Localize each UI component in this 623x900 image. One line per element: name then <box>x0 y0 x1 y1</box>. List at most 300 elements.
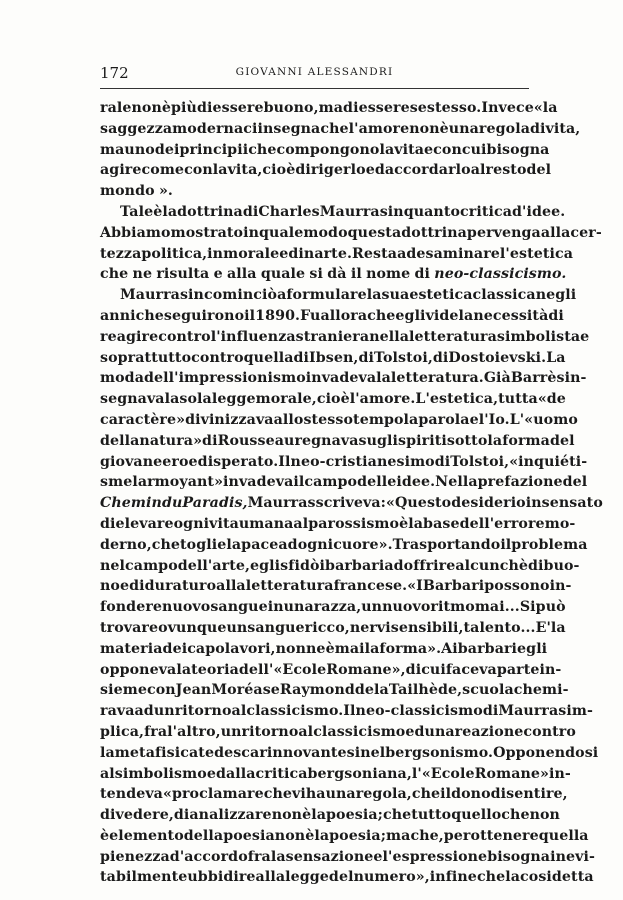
word: tutto <box>411 807 452 824</box>
word: morale <box>223 245 280 262</box>
word: d'accordo <box>169 848 248 865</box>
word: che <box>513 682 543 699</box>
word: soprattutto <box>100 349 192 366</box>
word: trovare <box>100 619 159 636</box>
word: la <box>212 162 228 179</box>
word: mai... <box>474 599 520 616</box>
word: nome <box>366 266 411 283</box>
word: cioè <box>316 391 350 408</box>
word: la <box>364 640 380 657</box>
word: in <box>387 203 404 220</box>
word: reagire <box>100 328 159 345</box>
word: è <box>302 807 312 824</box>
word: compongono <box>276 141 380 158</box>
word: che, <box>410 827 444 844</box>
word: toglie <box>180 536 227 553</box>
text-line <box>100 119 581 140</box>
word: « <box>162 786 172 803</box>
text-line <box>100 452 588 473</box>
word: quanto <box>403 203 461 220</box>
word: estetica <box>409 287 473 304</box>
word: ottenere <box>470 827 539 844</box>
word: Maurras <box>247 495 316 512</box>
word: vita, <box>545 120 581 137</box>
word: elevare <box>115 515 174 532</box>
word: in <box>298 245 315 262</box>
word: di <box>343 100 359 116</box>
word: « <box>407 578 417 595</box>
word: della <box>183 827 224 844</box>
word: di <box>129 578 145 595</box>
word: barbari <box>325 557 385 574</box>
word: un <box>226 619 248 636</box>
word: tempo <box>353 411 404 428</box>
text-line <box>100 680 569 701</box>
word: nuovo <box>162 599 211 616</box>
text-line <box>100 472 588 493</box>
word: negli <box>535 287 577 304</box>
word: vita <box>394 141 425 158</box>
word: al <box>293 515 309 532</box>
word: il <box>244 307 256 324</box>
text-line <box>100 660 562 681</box>
word: alla <box>540 224 571 241</box>
word: di <box>530 120 546 137</box>
word: quella <box>538 827 589 844</box>
word: eroe <box>162 453 198 470</box>
word: la <box>162 203 178 220</box>
word: Romane <box>326 661 392 678</box>
text-line <box>100 784 568 805</box>
word: sua <box>381 287 410 304</box>
word: neo-classicismo <box>355 703 483 720</box>
word: tezza <box>100 245 142 262</box>
word: dei <box>162 640 188 657</box>
word: moderna <box>172 120 244 137</box>
word: dei <box>154 141 180 158</box>
word: egli <box>395 307 426 324</box>
word: la <box>374 682 389 699</box>
text-line <box>100 223 602 244</box>
word: del <box>526 162 552 179</box>
text-line <box>100 98 558 119</box>
word: » <box>176 411 186 428</box>
word: con <box>433 141 462 158</box>
word: Barrès <box>510 370 565 387</box>
word: essere <box>358 100 410 116</box>
word: Tolstoi, <box>373 349 433 366</box>
word: inevi- <box>550 848 595 865</box>
word: cosidetta <box>520 869 594 886</box>
word: Ecole <box>430 765 475 782</box>
text-line <box>100 140 550 161</box>
word: non <box>275 640 307 657</box>
word: del <box>562 474 588 491</box>
word: nel <box>100 557 126 574</box>
word: scuola <box>462 682 514 699</box>
word: arte. <box>314 245 352 262</box>
word: elemento <box>109 827 184 844</box>
word: che <box>135 307 164 324</box>
word: critica <box>255 765 308 782</box>
word: la <box>505 869 521 886</box>
word: rava <box>100 703 135 720</box>
word: buo- <box>543 557 580 574</box>
word: può <box>535 599 566 616</box>
word: questa <box>347 224 402 241</box>
word: risulta <box>156 266 210 283</box>
word: di <box>242 203 259 220</box>
word: segnava <box>100 391 165 408</box>
word: idee. <box>396 474 436 491</box>
word: d'idee. <box>512 203 566 220</box>
word: sugli <box>358 432 399 449</box>
word: poesia; <box>329 827 387 844</box>
word: tabilmente <box>100 869 188 886</box>
word: « <box>533 100 543 116</box>
word: 1890. <box>255 307 301 324</box>
word: di <box>100 807 116 824</box>
word: allora <box>320 307 368 324</box>
text-line <box>100 410 578 431</box>
word: mondo <box>100 183 155 200</box>
word: di <box>482 703 499 720</box>
word: « <box>537 391 547 408</box>
word: è <box>153 203 163 220</box>
word: ed <box>206 765 226 782</box>
word: ». <box>158 183 173 200</box>
word: agire <box>100 162 142 179</box>
text-line <box>100 639 548 660</box>
word: Ai <box>441 640 458 657</box>
word: un <box>220 723 242 740</box>
word: sola <box>179 391 212 408</box>
word: Barbari <box>422 578 485 595</box>
word: sensibili, <box>390 619 464 636</box>
word: E' <box>535 619 551 636</box>
word: è <box>325 640 335 657</box>
word: fondere <box>100 599 163 616</box>
word: in- <box>549 765 571 782</box>
word: quella <box>243 349 294 366</box>
word: allo <box>273 411 304 428</box>
word: ritmo <box>430 599 475 616</box>
text-line <box>100 348 566 369</box>
word: Invece <box>481 100 534 116</box>
word: ed <box>365 162 385 179</box>
word: l'amore. <box>349 391 416 408</box>
word: con <box>146 682 176 699</box>
word: » <box>540 765 549 782</box>
word: simbolista <box>496 328 581 345</box>
text-line <box>100 701 593 722</box>
word: pace <box>241 536 279 553</box>
word: è <box>161 100 172 116</box>
word: sme <box>100 474 133 491</box>
word: campo <box>125 557 178 574</box>
word: la <box>487 432 503 449</box>
header-rule <box>100 88 529 89</box>
word: neo-classicismo. <box>434 266 567 283</box>
word: che <box>501 807 530 824</box>
word: e <box>373 848 383 865</box>
word: ne <box>306 640 326 657</box>
word: l'espressione <box>382 848 488 865</box>
word: contro <box>191 349 244 366</box>
word: principii <box>179 141 249 158</box>
word: che <box>263 786 293 803</box>
word: Charles <box>258 203 320 220</box>
word: dell' <box>238 661 274 678</box>
word: » <box>193 432 203 449</box>
word: egli <box>517 640 548 657</box>
word: » <box>214 474 224 491</box>
word: la <box>542 100 558 116</box>
word: alla <box>225 765 256 782</box>
word: che <box>367 307 396 324</box>
word: offrire <box>403 557 456 574</box>
word: la <box>408 515 424 532</box>
word: legge <box>285 869 329 886</box>
word: tutta <box>498 391 538 408</box>
word: simbolismo <box>114 765 207 782</box>
text-line <box>100 493 603 514</box>
text-line <box>100 847 595 868</box>
word: ogni <box>173 515 210 532</box>
word: sentire, <box>506 786 568 803</box>
word: sieme <box>100 682 147 699</box>
word: reazione <box>454 723 524 740</box>
word: ubbidire <box>187 869 256 886</box>
text-line <box>100 368 587 389</box>
word: di <box>173 807 190 824</box>
word: Il <box>343 703 356 720</box>
word: ad <box>278 536 298 553</box>
word: insensato <box>525 495 603 512</box>
word: Ecole <box>282 661 327 678</box>
page-number: 172 <box>100 64 129 82</box>
word: materia <box>100 640 163 657</box>
word: Il <box>278 453 291 470</box>
word: e <box>580 328 590 345</box>
word: Romane <box>474 765 541 782</box>
word: che <box>411 786 441 803</box>
word: umana <box>238 515 294 532</box>
word: classicismo <box>313 723 406 740</box>
word: la <box>226 536 242 553</box>
word: analizzare <box>189 807 272 824</box>
word: una <box>424 723 455 740</box>
word: sensazione <box>285 848 374 865</box>
word: Chemin <box>100 495 162 512</box>
word: alla <box>216 578 246 595</box>
word: del <box>549 432 575 449</box>
word: una <box>325 786 356 803</box>
word: bisogna <box>486 141 550 158</box>
word: la <box>314 827 330 844</box>
word: forma <box>379 640 428 657</box>
word: che <box>382 807 412 824</box>
word: invadeva <box>223 474 294 491</box>
word: il <box>500 536 512 553</box>
word: de <box>354 682 375 699</box>
word: pienezza <box>100 848 170 865</box>
word: I <box>416 578 423 595</box>
word: al <box>298 723 314 740</box>
word: alcunchè <box>455 557 529 574</box>
word: cuore <box>333 536 379 553</box>
word: capolavori, <box>187 640 276 657</box>
word: mo- <box>544 515 576 532</box>
word: mai <box>334 640 365 657</box>
word: si <box>309 266 323 283</box>
word: contro <box>523 723 576 740</box>
word: critica <box>460 203 513 220</box>
word: ritorno <box>174 703 232 720</box>
word: di <box>414 266 431 283</box>
word: Jean <box>175 682 212 699</box>
word: la <box>311 807 327 824</box>
word: ed <box>405 723 425 740</box>
word: egli <box>250 557 281 574</box>
word: politica, <box>141 245 208 262</box>
word: formulare <box>286 287 367 304</box>
word: non <box>271 807 303 824</box>
word: du <box>161 495 183 512</box>
word: il <box>350 266 362 283</box>
word: ci <box>243 120 258 137</box>
word: Ibsen, <box>309 349 359 366</box>
text-line <box>100 202 566 223</box>
word: pervenga <box>466 224 541 241</box>
word: bergsonismo. <box>385 744 494 761</box>
word: cui <box>421 661 446 678</box>
body-text <box>100 98 603 888</box>
word: al <box>231 703 247 720</box>
word: vedere, <box>115 807 174 824</box>
word: dell'errore <box>459 515 545 532</box>
word: la <box>550 619 566 636</box>
word: di <box>358 349 374 366</box>
word: dottrina <box>401 224 467 241</box>
word: « <box>524 411 534 428</box>
word: dà <box>327 266 347 283</box>
word: regola, <box>355 786 412 803</box>
word: accordarlo <box>384 162 471 179</box>
word: giovane <box>100 453 163 470</box>
word: nella <box>369 328 410 345</box>
word: cer- <box>570 224 602 241</box>
word: letteratura <box>409 328 497 345</box>
word: cui <box>461 141 487 158</box>
word: possono <box>484 578 550 595</box>
word: di <box>528 557 544 574</box>
word: ma <box>318 100 344 116</box>
word: a <box>277 287 287 304</box>
word: ha <box>305 786 326 803</box>
word: caractère <box>100 411 177 428</box>
text-line <box>100 722 576 743</box>
word: non <box>529 807 560 824</box>
text-line <box>100 431 575 452</box>
word: no <box>100 578 120 595</box>
word: in <box>207 245 224 262</box>
word: necessità <box>473 307 549 324</box>
word: tedesca <box>198 744 260 761</box>
text-line <box>100 264 567 285</box>
word: delle <box>357 474 397 491</box>
word: l'estetica <box>499 245 574 262</box>
word: bergsoniana, <box>307 765 412 782</box>
word: quello <box>451 807 502 824</box>
word: Abbiamo <box>100 224 171 241</box>
word: L'estetica, <box>415 391 499 408</box>
word: poesia <box>223 827 275 844</box>
word: sangue <box>247 619 305 636</box>
text-line <box>100 764 571 785</box>
word: la <box>458 307 474 324</box>
word: fra <box>144 723 168 740</box>
word: ad <box>397 245 417 262</box>
word: in- <box>564 370 587 387</box>
word: », <box>415 869 430 886</box>
word: non <box>131 100 162 116</box>
word: vita <box>209 515 239 532</box>
word: modo <box>303 224 348 241</box>
word: ad <box>384 557 404 574</box>
text-line <box>100 160 552 181</box>
word: vide <box>425 307 459 324</box>
text-line <box>100 285 577 306</box>
word: bisogna <box>487 848 551 865</box>
word: stesso. <box>426 100 482 116</box>
word: inquiéti- <box>518 453 588 470</box>
word: morale, <box>255 391 317 408</box>
word: e <box>270 682 280 699</box>
word: cioè <box>262 162 296 179</box>
word: barbari <box>457 640 518 657</box>
word: l'amore <box>348 120 410 137</box>
word: problema <box>511 536 588 553</box>
word: Questo <box>394 495 452 512</box>
word: più <box>171 100 197 116</box>
text-line <box>100 181 529 202</box>
text-line <box>100 244 574 265</box>
word: », <box>391 661 406 678</box>
word: razza, <box>313 599 362 616</box>
word: quale <box>260 266 306 283</box>
word: derno, <box>100 536 152 553</box>
word: vi <box>292 786 306 803</box>
word: Rousseau <box>217 432 295 449</box>
word: l' <box>411 765 422 782</box>
text-line <box>100 597 566 618</box>
word: classicismo. <box>246 703 344 720</box>
word: Resta <box>352 245 398 262</box>
word: larmoyant <box>132 474 215 491</box>
word: del <box>328 869 354 886</box>
word: un <box>361 599 383 616</box>
word: Fu <box>300 307 321 324</box>
word: è <box>100 827 110 844</box>
word: Maurras <box>319 203 388 220</box>
text-line <box>100 306 564 327</box>
word: Già <box>483 370 511 387</box>
word: regnava <box>294 432 359 449</box>
page-header <box>100 64 529 88</box>
word: dirigerlo <box>295 162 366 179</box>
word: legge <box>211 391 256 408</box>
